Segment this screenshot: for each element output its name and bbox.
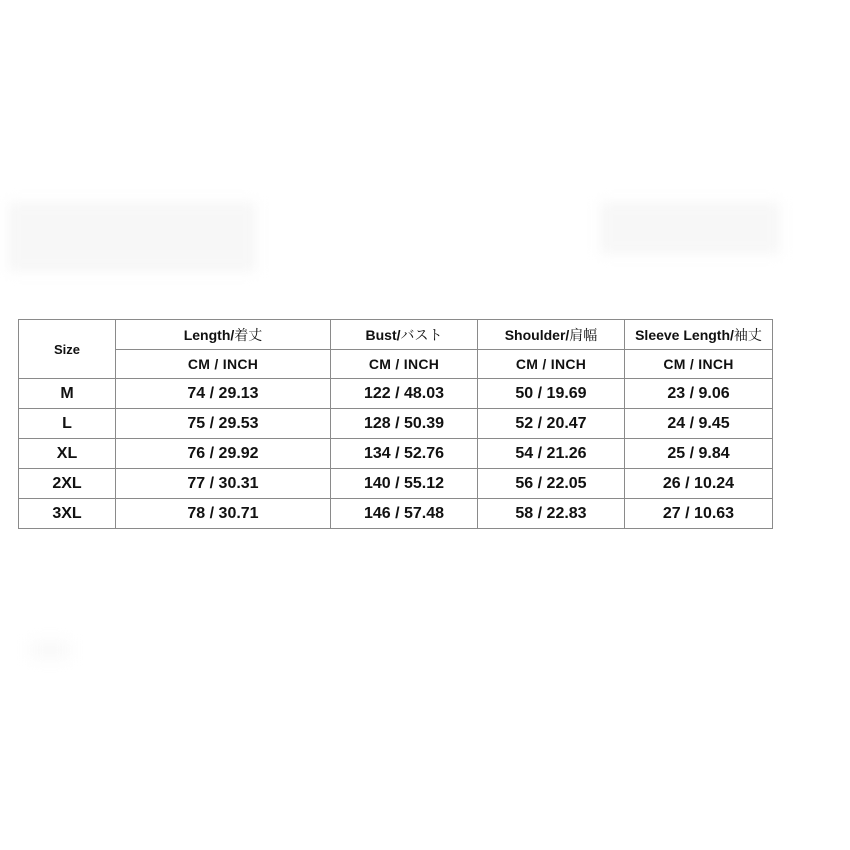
bust-value: 140 / 55.12 — [331, 469, 478, 499]
shoulder-value: 52 / 20.47 — [478, 409, 625, 439]
sleeve-length-value: 23 / 9.06 — [625, 379, 773, 409]
length-value: 78 / 30.71 — [116, 499, 331, 529]
sleeve-length-value: 27 / 10.63 — [625, 499, 773, 529]
sleeve-length-header-label: Sleeve Length/ — [635, 326, 734, 343]
bust-value: 122 / 48.03 — [331, 379, 478, 409]
length-value: 76 / 29.92 — [116, 439, 331, 469]
table-row — [19, 469, 773, 499]
size-label: 2XL — [19, 469, 116, 499]
bust-header — [331, 320, 478, 350]
sleeve-length-value: 26 / 10.24 — [625, 469, 773, 499]
shoulder-value: 58 / 22.83 — [478, 499, 625, 529]
table-row — [19, 409, 773, 439]
shoulder-value: 56 / 22.05 — [478, 469, 625, 499]
length-value: 77 / 30.31 — [116, 469, 331, 499]
background-smudge — [8, 202, 256, 272]
sleeve-length-value: 24 / 9.45 — [625, 409, 773, 439]
shoulder-header-label: Shoulder/ — [504, 326, 570, 343]
length-value: 74 / 29.13 — [116, 379, 331, 409]
length-value: 75 / 29.53 — [116, 409, 331, 439]
shoulder-unit: CM / INCH — [478, 350, 625, 379]
size-chart-table — [18, 319, 773, 529]
length-header-label: Length/ — [183, 326, 235, 343]
size-label: L — [19, 409, 116, 439]
bust-unit: CM / INCH — [331, 350, 478, 379]
table-row — [19, 379, 773, 409]
length-header — [116, 320, 331, 350]
bust-value: 146 / 57.48 — [331, 499, 478, 529]
sleeve-length-value: 25 / 9.84 — [625, 439, 773, 469]
table-row — [19, 499, 773, 529]
bust-value: 128 / 50.39 — [331, 409, 478, 439]
size-label: XL — [19, 439, 116, 469]
size-header: Size — [19, 320, 116, 379]
shoulder-header — [478, 320, 625, 350]
size-label: M — [19, 379, 116, 409]
table-row — [19, 439, 773, 469]
background-smudge — [30, 640, 70, 660]
bust-header-cjk: バスト — [400, 326, 443, 343]
header-row — [19, 320, 773, 350]
shoulder-header-cjk: 肩幅 — [569, 326, 598, 343]
sleeve-length-unit: CM / INCH — [625, 350, 773, 379]
unit-row — [19, 350, 773, 379]
sleeve-length-header-cjk: 袖丈 — [733, 326, 762, 343]
bust-value: 134 / 52.76 — [331, 439, 478, 469]
shoulder-value: 54 / 21.26 — [478, 439, 625, 469]
length-unit: CM / INCH — [116, 350, 331, 379]
size-label: 3XL — [19, 499, 116, 529]
bust-header-label: Bust/ — [365, 326, 401, 343]
shoulder-value: 50 / 19.69 — [478, 379, 625, 409]
sleeve-length-header — [625, 320, 773, 350]
length-header-cjk: 着丈 — [234, 326, 263, 343]
background-smudge — [600, 202, 780, 254]
